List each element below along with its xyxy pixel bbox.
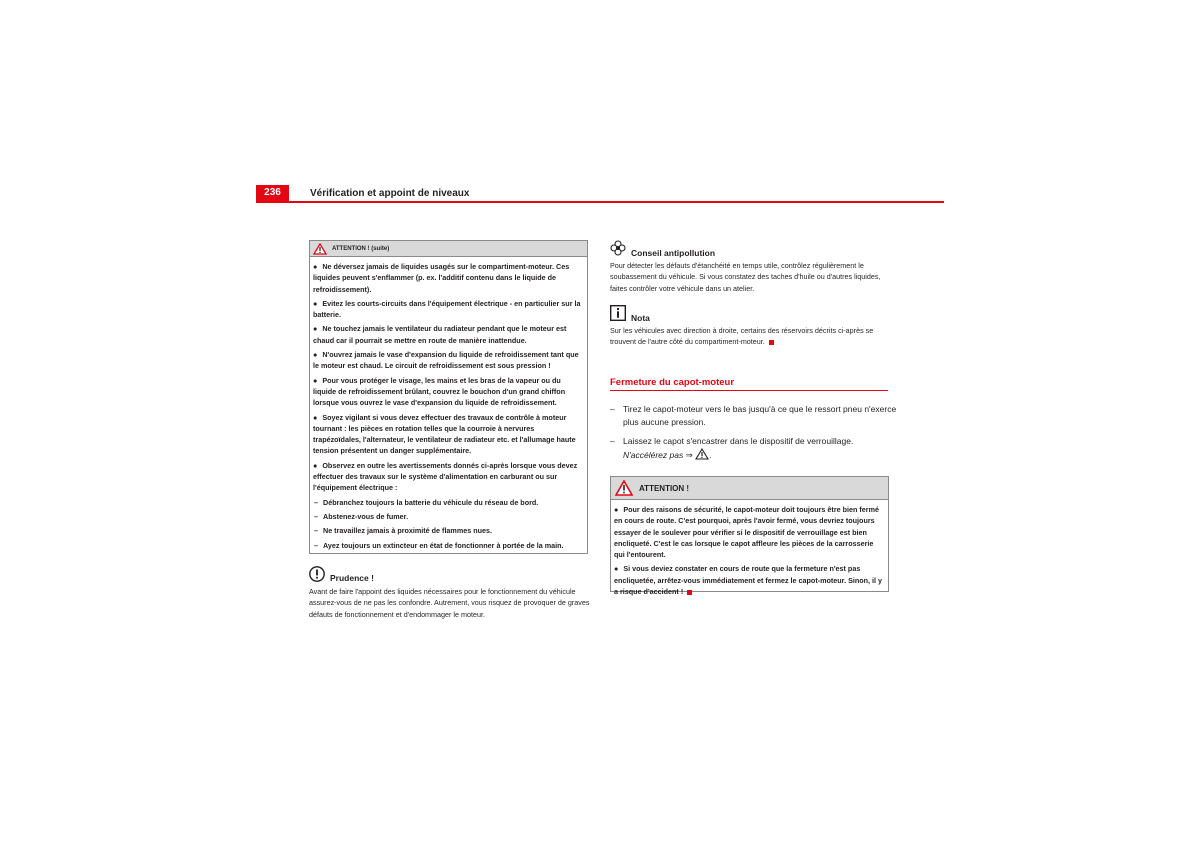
warning-triangle-icon [695, 448, 709, 460]
warning-bullet: ● Ne déversez jamais de liquides usagés sur le compartiment-moteur. Ces liquides peuvent s'enflammer (p. ex. l'additif contenu dans le liquide de refroidissement). [313, 262, 570, 294]
warning-dash-item: – Ne travaillez jamais à proximité de flammes nues. [314, 526, 492, 536]
warning-dash-item: – Abstenez-vous de fumer. [314, 511, 409, 521]
warning-bullet: ● N'ouvrez jamais le vase d'expansion du liquide de refroidissement tant que le moteur est chaud. Le circuit de refroidissement est sous pression ! [313, 350, 579, 371]
reference-arrow: ⇒ [685, 449, 693, 460]
warning-bullet: ● Ne touchez jamais le ventilateur du radiateur pendant que le moteur est chaud car il pourrait se mettre en route de manière inattendue. [313, 324, 567, 345]
warning-body [310, 257, 587, 556]
page-title: Vérification et appoint de niveaux [310, 188, 470, 199]
warning-triangle-icon [615, 480, 633, 496]
warning-bullet: ● Si vous deviez constater en cours de route que la fermeture n'est pas encliquetée, arrêtez-vous immédiatement et fermez le capot-moteur. Sinon, il y a risque d'accident ! [614, 564, 883, 597]
warning-bullet: ● Evitez les courts-circuits dans l'équipement électrique - en particulier sur la batterie. [313, 298, 581, 320]
prudence-text: Avant de faire l'appoint des liquides nécessaires pour le fonctionnement du véhicule assurez-vous de ne pas les confondre. Autrement, vous risquez de provoquer de graves défauts de fonctionnement et d'endommager le moteur. [309, 587, 590, 619]
page-number: 236 [256, 185, 289, 201]
nota-title: Nota [631, 313, 650, 323]
step-reference-text: N'accélérez pas [623, 449, 684, 460]
warning-body [611, 500, 888, 602]
conseil-text: Pour détecter les défauts d'étanchéité en temps utile, contrôlez régulièrement le soubassement du véhicule. Si vous constatez des taches d'huile ou d'autres liquides, faites contrôler votre véhicule dans un atelier. [610, 261, 881, 293]
step-item: – Laissez le capot s'encastrer dans le dispositif de verrouillage. N'accélérez pas ⇒ . [610, 436, 854, 460]
warning-box-header [310, 241, 587, 257]
flower-icon [610, 240, 626, 256]
section-rule [610, 390, 888, 391]
warning-dash-item: – Débranchez toujours la batterie du véhicule du réseau de bord. [314, 497, 539, 507]
conseil-title: Conseil antipollution [631, 248, 716, 258]
end-square-icon [769, 340, 774, 345]
exclamation-circle-icon [309, 566, 325, 582]
warning-bullet: ● Pour vous protéger le visage, les mains et les bras de la vapeur ou du liquide de refroidissement brûlant, couvrez le bouchon d'un grand chiffon lorsque vous ouvrez le vase d'expansion du liquide de refroidissement. [313, 375, 566, 408]
header-rule [256, 201, 944, 203]
warning-bullet: ● Pour des raisons de sécurité, le capot-moteur doit toujours être bien fermé en cours de route. C'est pourquoi, après l'avoir fermé, vous devriez toujours essayer de le soulever pour vérifier si le dispositif de verrouillage est bien encliqueté. C'est le cas lorsque le capot affleure les pièces de la carrosserie qui l'entourent. [614, 505, 879, 560]
warning-dash-item: – Ayez toujours un extincteur en état de fonctionner à portée de la main. [314, 540, 564, 550]
section-title: Fermeture du capot-moteur [610, 377, 735, 388]
warning-box [610, 476, 889, 597]
warning-label: ATTENTION ! (suite) [332, 245, 390, 252]
info-icon [610, 305, 626, 321]
warning-bullet: ● Soyez vigilant si vous devez effectuer des travaux de contrôle à moteur tournant : les pièces en rotation telles que la courroie à nervures trapézoïdales, l'alternateur, le ventilateur de radiateur etc. et l'allumage haute tension présentent un danger supplémentaire. [313, 412, 576, 456]
step-item: – Tirez le capot-moteur vers le bas jusqu'à ce que le ressort pneu n'exerce plus aucune pression. [610, 404, 897, 427]
warning-bullet: ● Observez en outre les avertissements donnés ci-après lorsque vous devez effectuer des travaux sur le système d'alimentation en carburant ou sur l'équipement électrique : [313, 460, 578, 493]
warning-triangle-icon [313, 243, 327, 255]
nota-text: Sur les véhicules avec direction à droite, certains des réservoirs décrits ci-après se trouvent de l'autre côté du compartiment-moteur. [610, 326, 874, 347]
warning-label: ATTENTION ! [639, 483, 690, 493]
end-square-icon [687, 590, 692, 595]
warning-box-continued [309, 240, 588, 554]
prudence-title: Prudence ! [330, 573, 374, 583]
warning-box-header [611, 477, 888, 500]
